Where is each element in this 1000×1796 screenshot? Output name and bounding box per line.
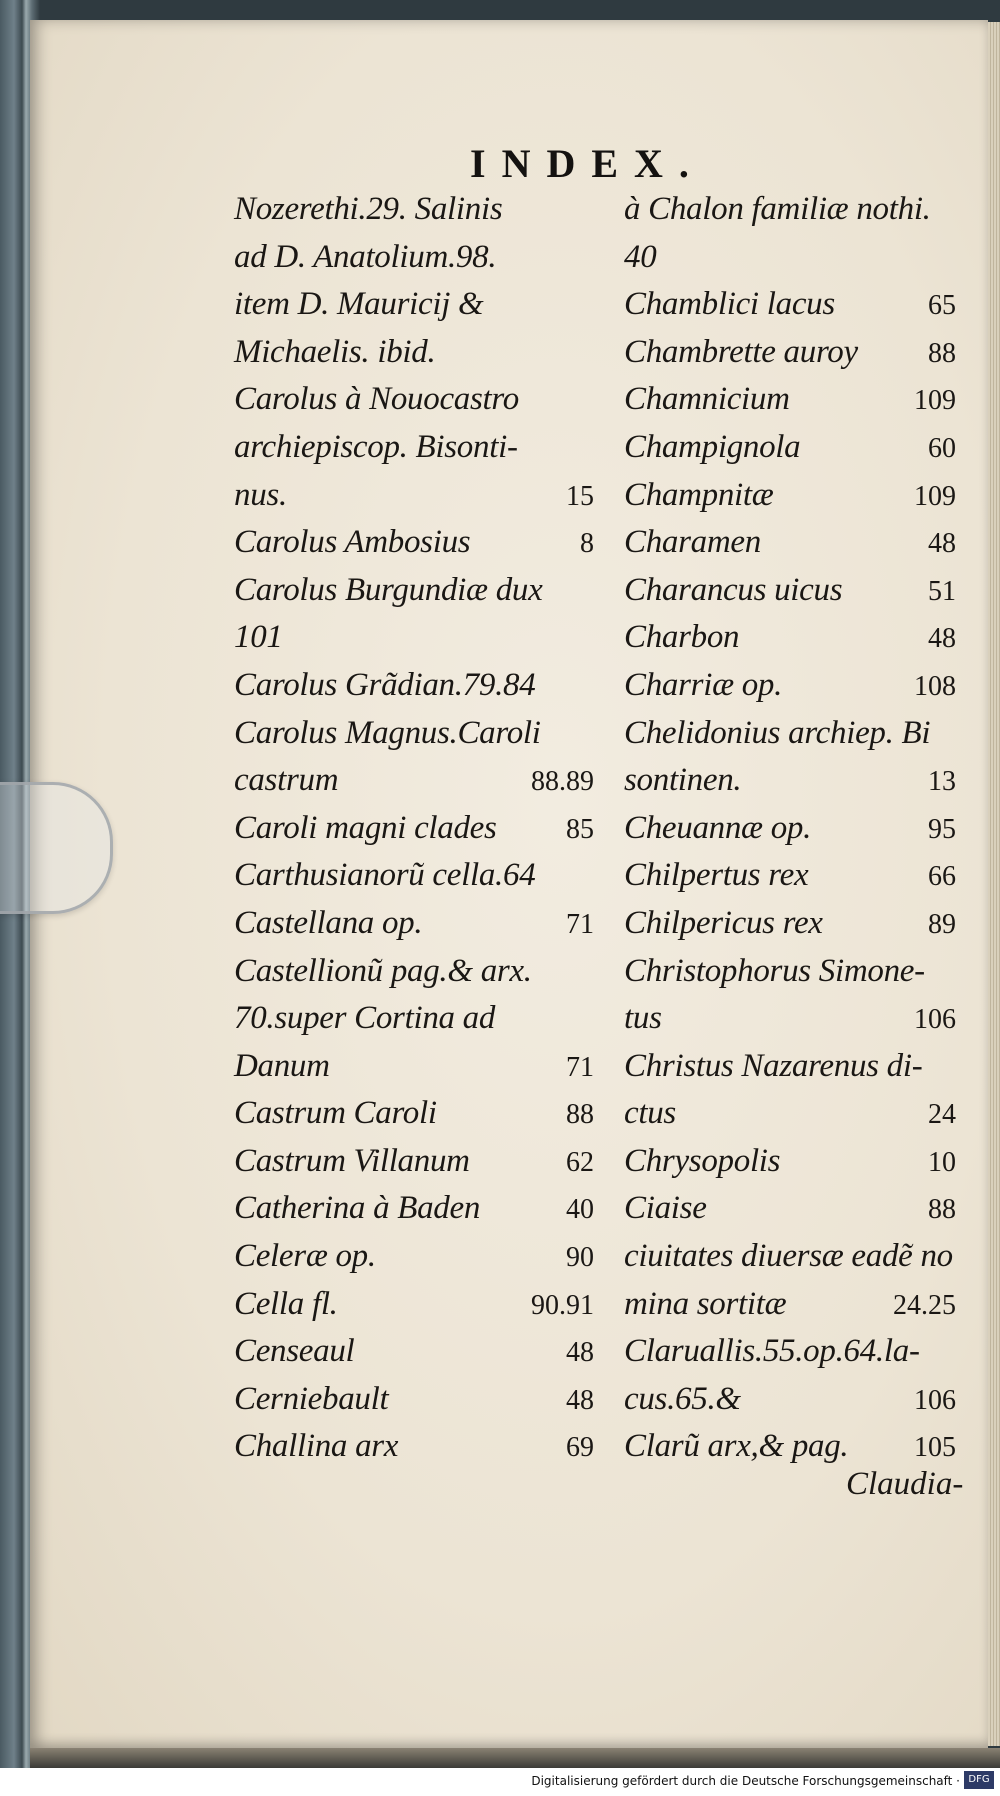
index-term: Chamblici lacus	[624, 286, 835, 323]
index-entry	[234, 1043, 598, 1091]
index-column-left	[234, 186, 598, 1471]
index-entry	[624, 948, 960, 996]
digitization-credit: Digitalisierung gefördert durch die Deutsche Forschungsgemeinschaft ·	[531, 1774, 960, 1788]
index-pages: 40	[566, 1194, 594, 1226]
index-pages: 10	[928, 1146, 956, 1178]
index-entry	[234, 567, 598, 615]
index-pages: 88.89	[531, 766, 594, 798]
index-entry	[234, 1328, 598, 1376]
index-pages: 90.91	[531, 1289, 594, 1321]
index-term: 40	[624, 238, 657, 275]
index-term: Christus Nazarenus di-	[624, 1047, 923, 1084]
index-entry	[624, 519, 960, 567]
index-term: 70.super Cortina ad	[234, 1000, 496, 1037]
index-term: archiepiscop. Bisonti-	[234, 428, 518, 465]
dfg-logo: DFG	[964, 1771, 994, 1789]
index-term: Champignola	[624, 428, 801, 465]
index-entry	[624, 757, 960, 805]
index-pages: 85	[566, 813, 594, 845]
index-entry	[234, 948, 598, 996]
index-pages: 109	[914, 480, 956, 512]
index-term: ctus	[624, 1095, 676, 1132]
index-pages: 48	[566, 1384, 594, 1416]
index-entry	[234, 1281, 598, 1329]
index-term: à Chalon familiæ nothi.	[624, 191, 931, 227]
index-term: Carolus à Nouocastro	[234, 381, 519, 418]
index-term: Charancus uicus	[624, 571, 843, 608]
index-term: Carolus Burgundiæ dux	[234, 571, 543, 608]
index-pages: 8	[580, 528, 594, 560]
index-pages: 66	[928, 861, 956, 893]
index-entry	[624, 1090, 960, 1138]
index-term: Castellana op.	[234, 904, 423, 941]
index-term: Champnitæ	[624, 476, 774, 513]
page-fore-edge	[988, 22, 1000, 1746]
index-entry	[624, 1328, 960, 1376]
index-term: 101	[234, 619, 283, 656]
index-entry	[624, 424, 960, 472]
index-pages: 106	[914, 1004, 956, 1036]
index-entry	[234, 186, 598, 234]
index-entry	[234, 424, 598, 472]
page-clip	[0, 782, 113, 914]
index-term: cus.65.&	[624, 1380, 741, 1417]
index-term: Christophorus Simone-	[624, 952, 925, 989]
index-header: INDEX.	[470, 141, 705, 186]
index-entry	[624, 852, 960, 900]
index-entry	[624, 1185, 960, 1233]
index-entry	[234, 234, 598, 282]
index-pages: 106	[914, 1384, 956, 1416]
index-term: Chelidonius archiep. Bi	[624, 714, 931, 751]
index-term: Nozerethi.29. Salinis	[234, 191, 503, 227]
index-pages: 108	[914, 670, 956, 702]
index-term: Carolus Grãdian.79.84	[234, 666, 536, 703]
index-pages: 48	[928, 623, 956, 655]
index-entry	[234, 757, 598, 805]
index-term: Celeræ op.	[234, 1238, 376, 1275]
index-entry	[624, 1376, 960, 1424]
index-column-right	[624, 186, 960, 1471]
index-term: Charamen	[624, 524, 761, 561]
index-term: Chamnicium	[624, 381, 790, 418]
index-entry	[624, 281, 960, 329]
index-term: Chilpertus rex	[624, 857, 809, 894]
index-entry	[234, 1138, 598, 1186]
index-pages: 69	[566, 1432, 594, 1464]
index-entry	[624, 472, 960, 520]
index-entry	[234, 614, 598, 662]
index-pages: 71	[566, 908, 594, 940]
catchword: Claudia-	[846, 1466, 964, 1502]
index-pages: 48	[928, 528, 956, 560]
index-entry	[234, 852, 598, 900]
index-pages: 60	[928, 432, 956, 464]
index-entry	[624, 1281, 960, 1329]
index-term: Carolus Ambosius	[234, 524, 471, 561]
index-term: ad D. Anatolium.98.	[234, 238, 497, 275]
index-term: Caroli magni clades	[234, 809, 497, 846]
index-entry	[234, 710, 598, 758]
index-entry	[234, 662, 598, 710]
index-pages: 109	[914, 385, 956, 417]
index-entry	[624, 662, 960, 710]
index-entry	[624, 614, 960, 662]
index-term: Castrum Caroli	[234, 1095, 437, 1132]
index-entry	[624, 1233, 960, 1281]
index-pages: 88	[928, 337, 956, 369]
index-term: Claruallis.55.op.64.la-	[624, 1333, 920, 1370]
index-entry	[234, 329, 598, 377]
index-pages: 24	[928, 1099, 956, 1131]
index-pages: 71	[566, 1051, 594, 1083]
index-entry	[624, 805, 960, 853]
index-entry	[624, 186, 960, 234]
index-entry	[234, 1233, 598, 1281]
index-entry	[624, 234, 960, 282]
index-pages: 88	[928, 1194, 956, 1226]
index-entry	[624, 376, 960, 424]
page-bottom-shadow	[30, 1748, 1000, 1768]
index-entry	[624, 1423, 960, 1471]
index-pages: 90	[566, 1242, 594, 1274]
index-pages: 15	[566, 480, 594, 512]
index-term: Castellionũ pag.& arx.	[234, 952, 532, 989]
index-entry	[234, 281, 598, 329]
index-entry	[624, 900, 960, 948]
index-entry	[234, 472, 598, 520]
index-term: Charriæ op.	[624, 666, 783, 703]
index-term: Cerniebault	[234, 1380, 389, 1417]
index-entry	[624, 567, 960, 615]
index-term: Chambrette auroy	[624, 333, 858, 370]
index-entry	[234, 376, 598, 424]
index-pages: 88	[566, 1099, 594, 1131]
index-pages: 62	[566, 1146, 594, 1178]
index-entry	[234, 900, 598, 948]
index-term: Carolus Magnus.Caroli	[234, 714, 541, 751]
index-entry	[234, 995, 598, 1043]
index-term: Charbon	[624, 619, 740, 656]
index-term: Michaelis. ibid.	[234, 333, 436, 370]
index-entry	[234, 1185, 598, 1233]
index-term: Ciaise	[624, 1190, 707, 1227]
index-pages: 89	[928, 908, 956, 940]
index-term: Censeaul	[234, 1333, 355, 1370]
index-term: Chrysopolis	[624, 1142, 781, 1179]
index-term: castrum	[234, 762, 339, 799]
index-entry	[234, 1423, 598, 1471]
index-term: Clarũ arx,& pag.	[624, 1428, 849, 1465]
index-entry	[624, 1138, 960, 1186]
index-pages: 51	[928, 575, 956, 607]
index-term: Cheuannæ op.	[624, 809, 812, 846]
index-entry	[624, 995, 960, 1043]
index-term: item D. Mauricij &	[234, 286, 484, 323]
index-term: Chilpericus rex	[624, 904, 823, 941]
index-pages: 24.25	[893, 1289, 956, 1321]
index-term: Challina arx	[234, 1428, 399, 1465]
index-term: nus.	[234, 476, 287, 513]
index-term: Catherina à Baden	[234, 1190, 481, 1227]
index-entry	[234, 805, 598, 853]
index-pages: 13	[928, 766, 956, 798]
index-term: Castrum Villanum	[234, 1142, 470, 1179]
index-term: Carthusianorũ cella.64	[234, 857, 536, 894]
index-entry	[624, 1043, 960, 1091]
index-entry	[624, 329, 960, 377]
index-term: ciuitates diuersæ eadẽ no	[624, 1238, 953, 1275]
index-term: tus	[624, 1000, 662, 1037]
index-pages: 105	[914, 1432, 956, 1464]
index-entry	[234, 1376, 598, 1424]
index-pages: 48	[566, 1337, 594, 1369]
index-entry	[234, 519, 598, 567]
index-term: mina sortitæ	[624, 1285, 787, 1322]
index-pages: 95	[928, 813, 956, 845]
index-term: Danum	[234, 1047, 330, 1084]
index-entry	[624, 710, 960, 758]
index-term: sontinen.	[624, 762, 742, 799]
index-term: Cella fl.	[234, 1285, 338, 1322]
index-entry	[234, 1090, 598, 1138]
index-pages: 65	[928, 290, 956, 322]
